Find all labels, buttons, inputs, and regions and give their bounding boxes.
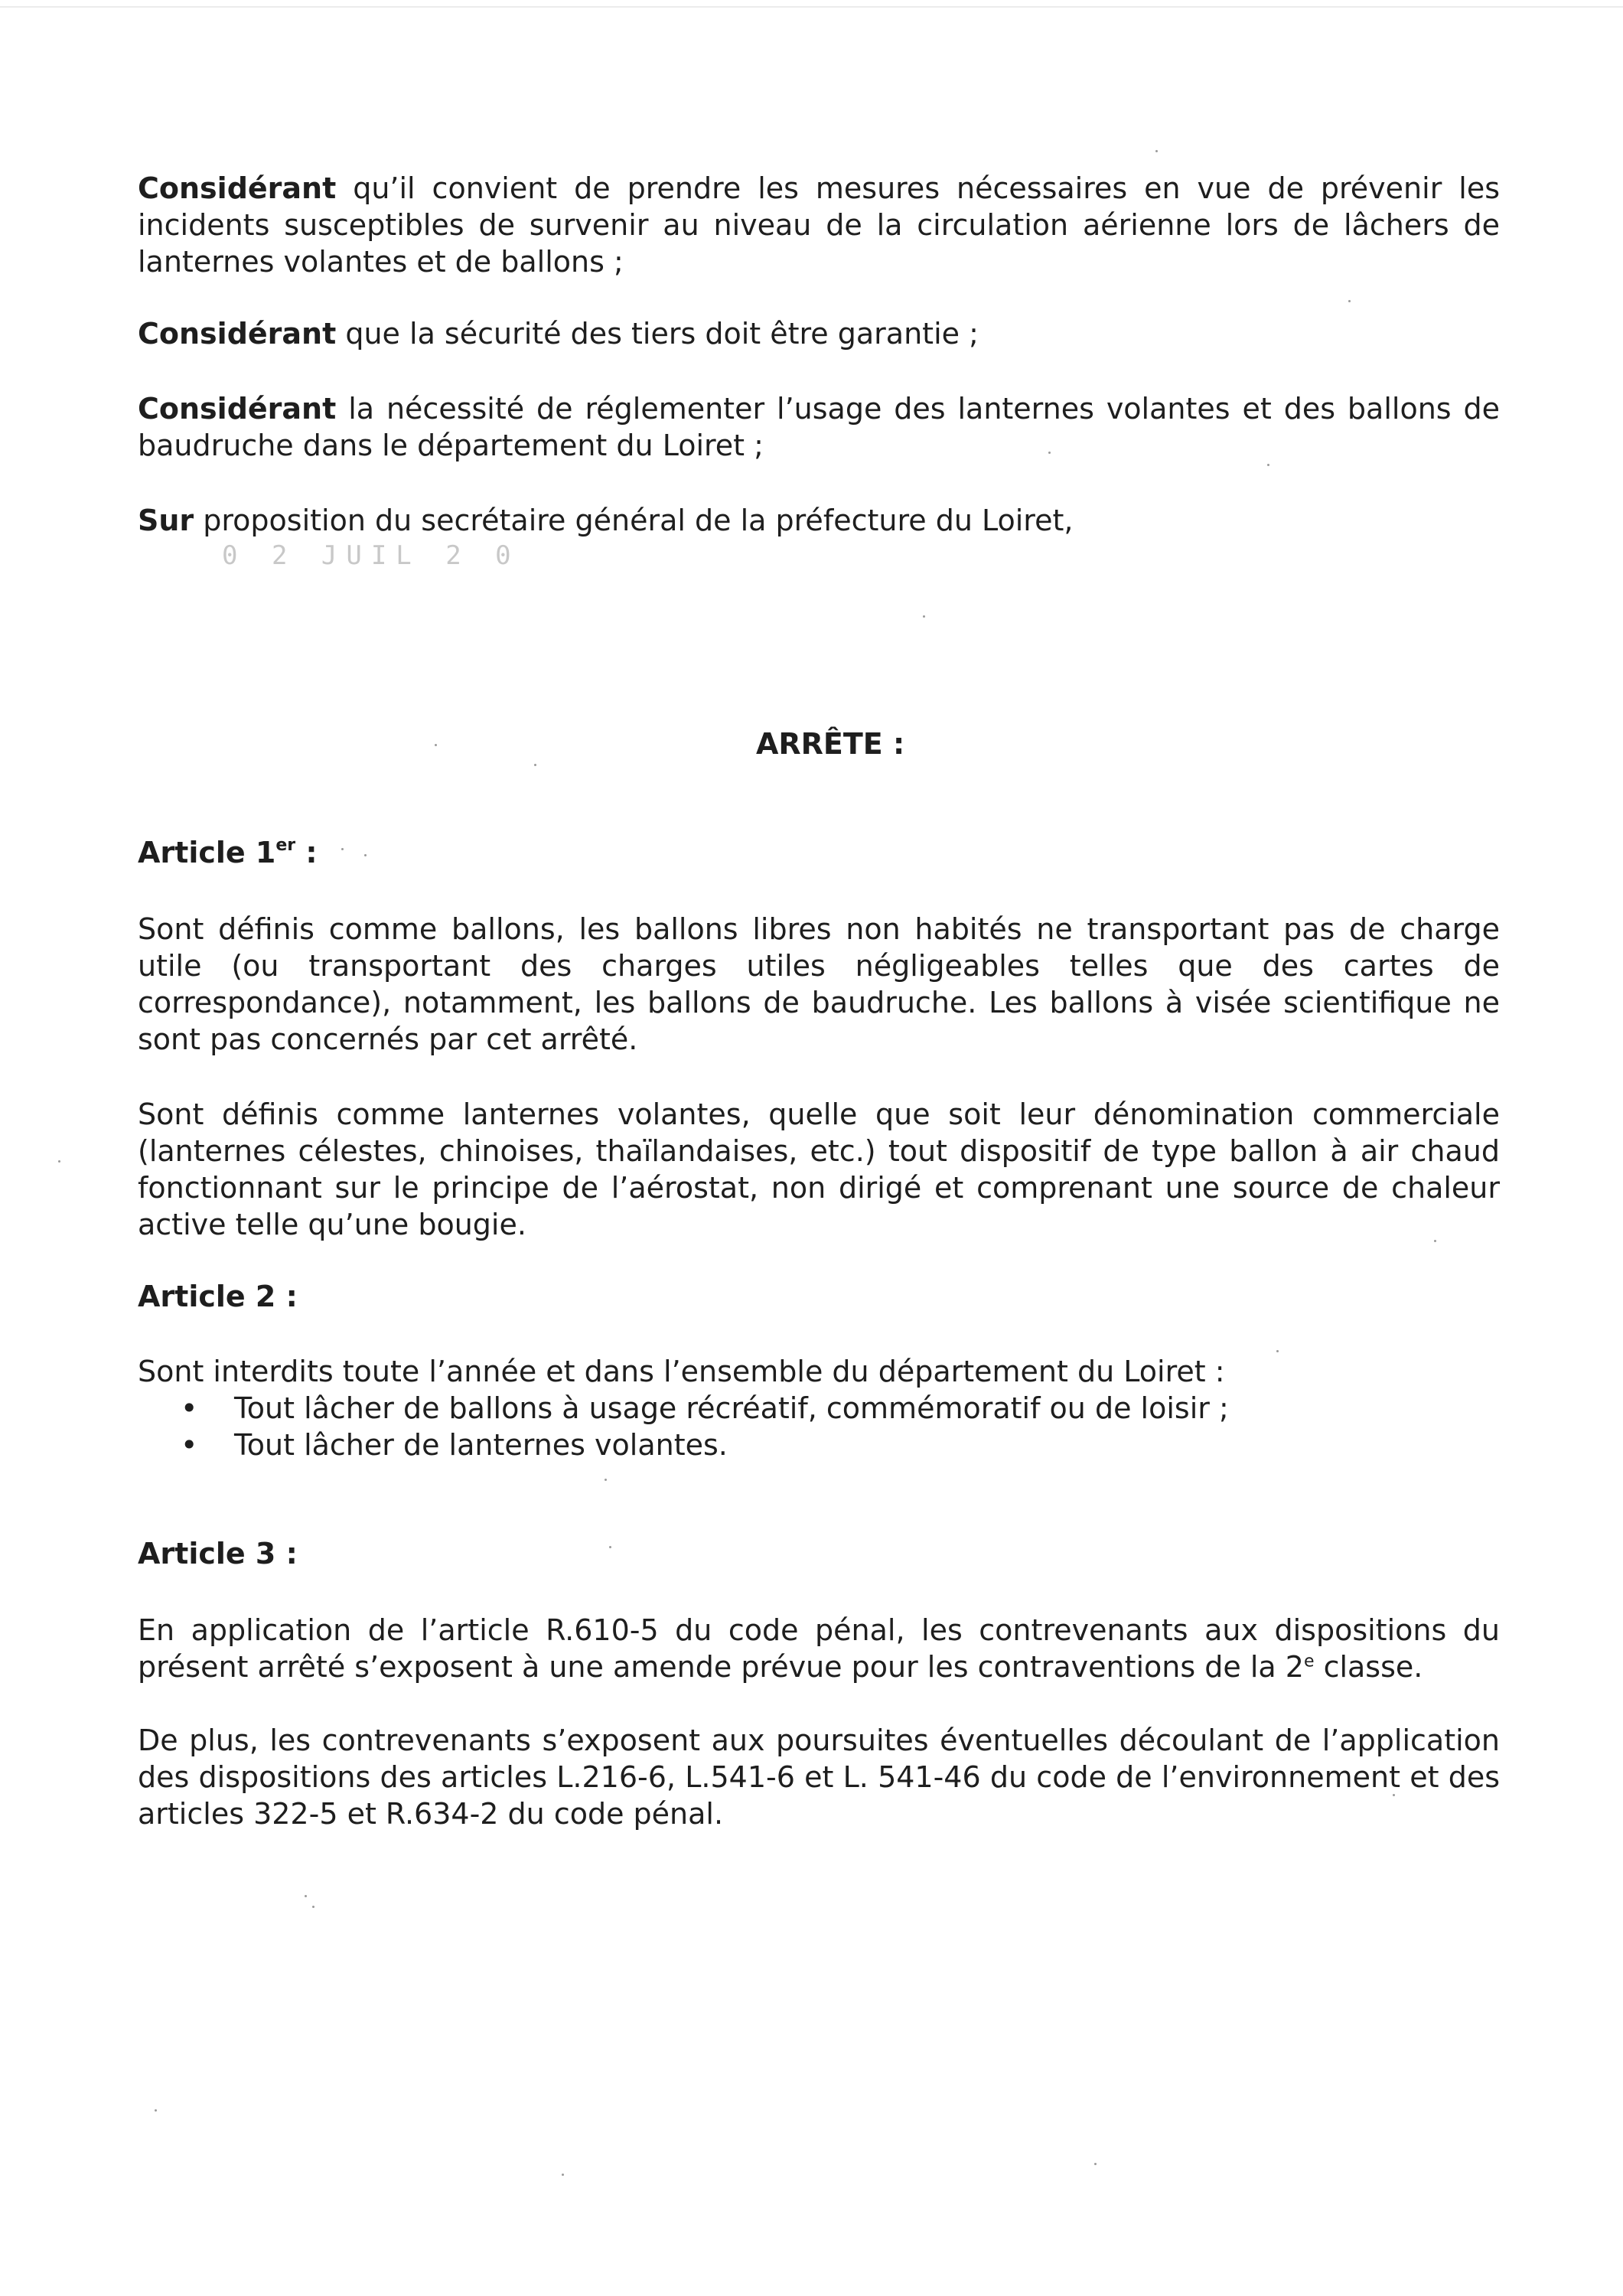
considerant-keyword: Considérant [138, 317, 337, 351]
scan-speck [435, 744, 437, 746]
scan-speck [1155, 150, 1158, 152]
scan-speck [1434, 1240, 1436, 1242]
scan-speck [609, 1546, 611, 1548]
proposition-keyword: Sur [138, 504, 194, 537]
scan-speck [605, 1479, 607, 1481]
article-3-paragraph-1: En application de l’article R.610-5 du code pénal, les contrevenants aux dispositions du présent arrêté s’exposent à une amende prévue pour les contraventions de la 2e classe. [138, 1613, 1500, 1684]
scan-speck [1348, 300, 1351, 302]
article-1-paragraph-1: Sont définis comme ballons, les ballons libres non habités ne transportant pas de charge utile (ou transportant des charges utiles négligeables telles que des cartes de correspondance), notamment, les ballons de baudruche. Les ballons à visée scientifique ne sont pas concernés par cet arrêté. [138, 912, 1500, 1056]
proposition-paragraph [138, 502, 1500, 539]
considerant-text: qu’il convient de prendre les mesures nécessaires en vue de prévenir les incidents susceptibles de survenir au niveau de la circulation aérienne lors de lâchers de lanternes volantes et de ballons ; [138, 171, 1500, 279]
bullet-icon: • [181, 1391, 198, 1425]
list-item: • Tout lâcher de lanternes volantes. [181, 1428, 728, 1462]
scan-top-edge [0, 6, 1623, 8]
scan-speck [341, 848, 344, 850]
article-1-paragraph-2: Sont définis comme lanternes volantes, quelle que soit leur dénomination commerciale (lanternes célestes, chinoises, thaïlandaises, etc.) tout dispositif de type ballon à air chaud fonctionnant sur le principe de l’aérostat, non dirigé et comprenant une source de chaleur active telle qu’une bougie. [138, 1097, 1500, 1241]
faded-date-stamp: 0 2 JUIL 2 0 [222, 540, 520, 571]
scan-speck [1393, 1794, 1395, 1796]
article-1-title [138, 834, 318, 871]
scan-speck [534, 764, 536, 766]
considerant-text: la nécessité de réglementer l’usage des lanternes volantes et des ballons de baudruche dans le département du Loiret ; [138, 392, 1500, 462]
scan-speck [58, 1160, 60, 1163]
article-2-body [138, 1353, 1500, 1463]
article-2-list [138, 1390, 1500, 1463]
scan-speck [1048, 452, 1051, 454]
bullet-icon: • [181, 1428, 198, 1462]
scan-speck [305, 1895, 307, 1897]
scan-speck [1276, 1350, 1279, 1352]
scan-speck [155, 2109, 157, 2112]
considerant-text: que la sécurité des tiers doit être garantie ; [336, 317, 979, 351]
considerant-keyword: Considérant [138, 171, 337, 205]
scan-speck [1267, 464, 1269, 466]
list-item: • Tout lâcher de ballons à usage récréatif, commémoratif ou de loisir ; [181, 1391, 1229, 1425]
considerant-paragraph-3 [138, 390, 1500, 464]
article-3-title: Article 3 : [138, 1537, 298, 1570]
considerant-paragraph-1 [138, 170, 1500, 280]
article-2-intro: Sont interdits toute l’année et dans l’ensemble du département du Loiret : [138, 1355, 1225, 1388]
article-1-title-text: Article 1 [138, 836, 276, 869]
ordinal-sup: e [1303, 1652, 1315, 1671]
decree-heading: ARRÊTE : [756, 727, 905, 761]
scan-speck [364, 854, 367, 856]
article-1-title-sup: er [275, 836, 296, 856]
scan-speck [312, 1906, 314, 1908]
proposition-text: proposition du secrétaire général de la préfecture du Loiret, [194, 504, 1074, 537]
scan-speck [1094, 2163, 1097, 2165]
scan-speck [562, 2174, 564, 2176]
article-3-paragraph-2: De plus, les contrevenants s’exposent aux poursuites éventuelles découlant de l’application des dispositions des articles L.216-6, L.541-6 et L. 541-46 du code de l’environnement et des articles 322-5 et R.634-2 du code pénal. [138, 1724, 1500, 1831]
article-1-title-suffix: : [295, 836, 318, 869]
article-2-title: Article 2 : [138, 1280, 298, 1313]
considerant-keyword: Considérant [138, 392, 337, 426]
considerant-paragraph-2 [138, 315, 1500, 352]
scan-speck [923, 615, 925, 618]
